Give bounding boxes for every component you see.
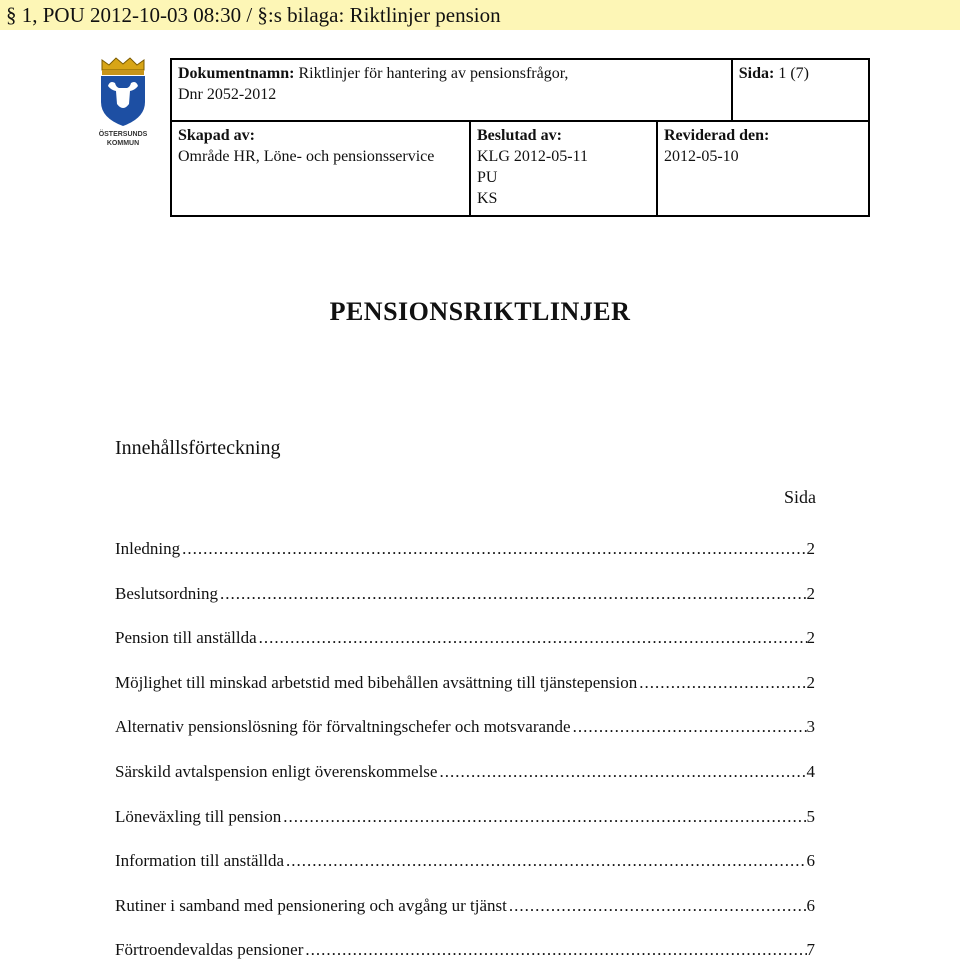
toc-entry-page: 6 [806, 851, 815, 871]
toc-entry-title: Information till anställda [115, 851, 285, 871]
toc-entry[interactable] [115, 716, 815, 738]
toc-entry-title: Alternativ pensionslösning för förvaltningschefer och motsvarande [115, 717, 571, 737]
beslutad-cell [470, 121, 657, 216]
toc-entry-page: 3 [806, 717, 815, 737]
toc-leader-dots [257, 627, 807, 649]
toc-entry-title: Pension till anställda [115, 628, 257, 648]
dokumentnamn-cell [171, 59, 732, 121]
main-title: PENSIONSRIKTLINJER [329, 297, 631, 326]
toc-entry[interactable] [115, 761, 815, 783]
toc-leader-dots [303, 939, 806, 961]
logo-text-line2: KOMMUN [106, 140, 140, 147]
toc-entry[interactable] [115, 850, 815, 872]
toc-entry-page: 6 [806, 895, 815, 915]
skapad-label: Skapad av: [178, 127, 255, 144]
dnr-value: Dnr 2052-2012 [178, 86, 277, 103]
dokumentnamn-value: Riktlinjer för hantering av pensionsfrågor, [298, 65, 569, 82]
toc-entry[interactable] [115, 939, 815, 961]
ostersunds-kommun-logo [96, 56, 150, 150]
reviderad-cell [657, 121, 869, 216]
document-header-table [170, 58, 870, 217]
toc-entry-page: 2 [806, 539, 815, 558]
skapad-cell [171, 121, 470, 216]
beslutad-value-2: PU [477, 169, 498, 186]
toc-entry[interactable] [115, 895, 815, 917]
toc-entry-page: 7 [806, 940, 815, 960]
toc-entry[interactable] [115, 627, 815, 649]
crest-icon [96, 56, 150, 150]
toc-entry-page: 4 [806, 762, 815, 781]
toc-entry-title: Möjlighet till minskad arbetstid med bibehållen avsättning till tjänstepension [115, 672, 638, 692]
toc-page-column-header: Sida [783, 487, 816, 507]
toc-entry-title: Löneväxling till pension [115, 806, 282, 826]
beslutad-value-3: KS [477, 190, 498, 207]
toc-entry-page: 5 [806, 806, 815, 826]
skapad-value: Område HR, Löne- och pensionsservice [178, 148, 435, 165]
toc-leader-dots [437, 761, 806, 783]
sida-label: Sida: [738, 65, 775, 82]
toc-entry-title: Beslutsordning [115, 583, 218, 603]
reviderad-label: Reviderad den: [664, 127, 770, 144]
toc-entry-title: Inledning [115, 539, 181, 558]
reviderad-value: 2012-05-10 [664, 148, 739, 165]
toc-heading: Innehållsförteckning [115, 437, 281, 459]
toc-entry-title: Särskild avtalspension enligt överenskommelse [115, 762, 438, 781]
toc-entry-page: 2 [806, 672, 815, 692]
toc-entry-page: 2 [806, 628, 815, 648]
beslutad-label: Beslutad av: [477, 127, 562, 144]
toc-leader-dots [507, 895, 807, 917]
toc-entry[interactable] [115, 583, 815, 605]
toc-leader-dots [281, 806, 806, 828]
toc-leader-dots [284, 850, 806, 872]
toc-entry-title: Rutiner i samband med pensionering och avgång ur tjänst [115, 895, 507, 915]
document-title-bar: § 1, POU 2012-10-03 08:30 / §:s bilaga: Riktlinjer pension [0, 0, 960, 30]
toc-leader-dots [180, 538, 806, 560]
toc-entry[interactable] [115, 806, 815, 828]
sida-cell [732, 59, 869, 121]
toc-entry[interactable] [115, 672, 815, 694]
logo-text-line1: ÖSTERSUNDS [98, 131, 148, 138]
beslutad-value-1: KLG 2012-05-11 [477, 148, 588, 165]
toc-leader-dots [637, 672, 806, 694]
toc-entry[interactable] [115, 538, 815, 560]
toc-leader-dots [218, 583, 807, 605]
dokumentnamn-label: Dokumentnamn: [178, 65, 295, 82]
sida-value: 1 (7) [778, 65, 809, 82]
toc-leader-dots [571, 716, 807, 738]
toc-entry-page: 2 [806, 583, 815, 603]
toc-entry-title: Förtroendevaldas pensioner [115, 940, 304, 960]
